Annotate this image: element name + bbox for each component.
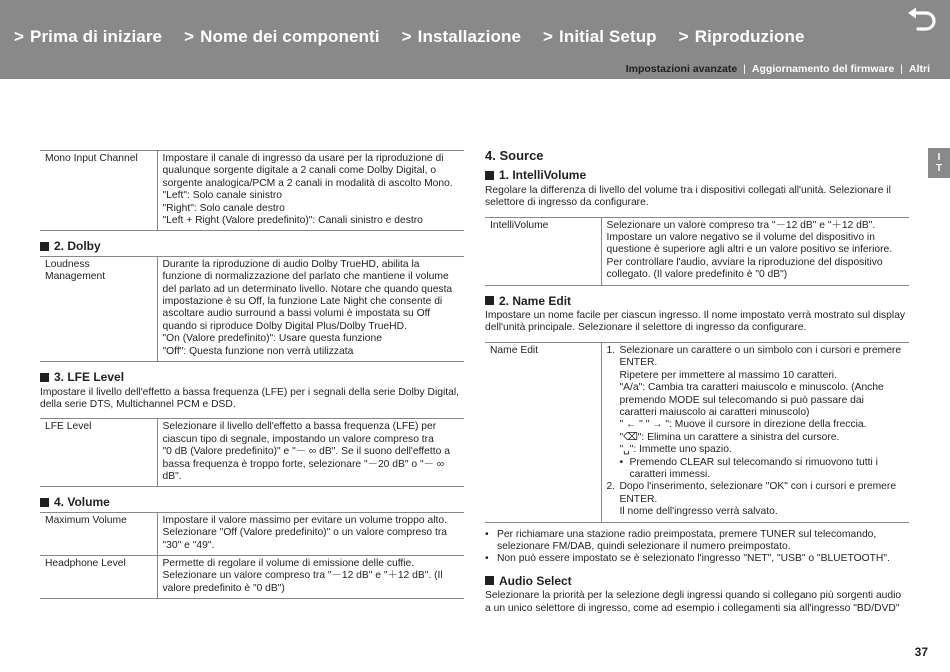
steps-list — [607, 345, 905, 519]
section-heading-source: 4. Source — [485, 148, 544, 163]
subnav-separator: | — [743, 63, 746, 75]
section-heading-intellivolume: 1. IntelliVolume — [485, 169, 909, 181]
breadcrumb-nav — [14, 27, 827, 47]
nav-nome-dei-componenti[interactable]: > Nome dei componenti — [184, 27, 380, 46]
square-bullet-icon — [40, 242, 49, 251]
nav-riproduzione[interactable]: > Riproduzione — [678, 27, 805, 46]
mono-input-table — [40, 150, 464, 231]
nav-initial-setup[interactable]: > Initial Setup — [543, 27, 657, 46]
language-tab[interactable]: I T — [928, 148, 950, 178]
square-bullet-icon — [40, 498, 49, 507]
list-item: • Premendo CLEAR sul telecomando si rimuovono tutti i caratteri immessi. — [619, 456, 878, 480]
setting-name: Mono Input Channel — [40, 151, 157, 231]
list-item: 1. Selezionare un carattere o un simbolo con i cursori e premere ENTER. Ripetere per immettere al massimo 10 caratteri. "A/a": Cambia tra caratteri maiuscolo e minuscolo. (Anche premendo MODE sul telecomando si può passare dai caratteri maiuscolo ai caratteri minuscolo) " ← " " → ": Muove il cursore in direzione della freccia. "⌫": Elimina un carattere a sinistra del cursore. "␣": Immette uno spazio. • Premendo CLEAR sul telecomando si rimuovono tutti i caratteri immessi. — [606, 344, 902, 480]
section-heading-name-edit: 2. Name Edit — [485, 295, 909, 307]
table-row — [40, 555, 464, 598]
left-column — [40, 150, 464, 599]
top-nav-bar — [0, 0, 950, 79]
right-column — [485, 150, 909, 622]
setting-description: Impostare il valore massimo per evitare un volume troppo alto. Selezionare "Off (Valore predefinito)" o un valore compreso tra "30" e "49". — [162, 514, 448, 551]
subnav-aggiornamento-firmware[interactable]: Aggiornamento del firmware — [751, 63, 895, 75]
setting-description — [601, 342, 909, 522]
nav-prima-di-iniziare[interactable]: > Prima di iniziare — [14, 27, 163, 46]
list-item: • Per richiamare una stazione radio preimpostata, premere TUNER sul telecomando, selezionare FM/DAB, quindi selezionare il numero preimpostato. — [485, 528, 877, 552]
intellivolume-table — [485, 217, 909, 286]
square-bullet-icon — [485, 296, 494, 305]
section-heading-lfe: 3. LFE Level — [40, 371, 464, 383]
setting-name: Maximum Volume — [40, 512, 157, 555]
table-row — [485, 342, 909, 522]
square-bullet-icon — [485, 171, 494, 180]
table-row — [485, 217, 909, 285]
page-number: 37 — [914, 645, 928, 659]
lfe-table — [40, 418, 464, 487]
setting-description: Durante la riproduzione di audio Dolby TrueHD, abilita la funzione di normalizzazione del parlato che mantiene il volume del parlato ad un determinato livello. Notare che quando questa impostazione è su Off, la funzione Late Night che consente di ascoltare audio surround a bassi volumi è impostata su Off quando si riproduce Dolby Digital Plus/Dolby TrueHD. "On (Valore predefinito)": Usare questa funzione "Off": Questa funzione non verrà utilizzata — [162, 258, 453, 357]
section-heading-volume: 4. Volume — [40, 496, 464, 508]
name-edit-table — [485, 342, 909, 523]
sub-nav — [626, 63, 930, 75]
setting-description: Impostare il canale di ingresso da usare per la riproduzione di qualunque sorgente digitale a 2 canali come Dolby Digital, o sorgente analogica/PCM a 2 canali in modalità di ascolto Mono. "Left": Solo canale sinistro "Right": Solo canale destro "Left + Right (Valore predefinito)": Canali sinistro e destro — [162, 153, 453, 227]
setting-name: Name Edit — [485, 342, 601, 522]
list-item: • Non può essere impostato se è selezionato l'ingresso "NET", "USB" o "BLUETOOTH". — [485, 553, 890, 565]
name-edit-intro: Impostare un nome facile per ciascun ingresso. Il nome impostato verrà mostrato sul display dell'unità principale. Selezionare il selettore di ingresso da configurare. — [485, 310, 906, 334]
square-bullet-icon — [40, 373, 49, 382]
list-item: 2. Dopo l'inserimento, selezionare "OK" con i cursori e premere ENTER. Il nome dell'ingresso verrà salvato. — [606, 481, 897, 518]
subnav-altri[interactable]: Altri — [909, 63, 930, 75]
dolby-table — [40, 256, 464, 362]
table-row — [40, 419, 464, 487]
setting-name: LFE Level — [40, 419, 157, 487]
notes-list — [485, 529, 909, 566]
lfe-intro: Impostare il livello dell'effetto a bassa frequenza (LFE) per i segnali della serie Dolby Digital, della serie DTS, Multichannel PCM e DSD. — [40, 386, 460, 410]
volume-table — [40, 512, 464, 599]
setting-name: IntelliVolume — [485, 217, 601, 285]
setting-description: Selezionare un valore compreso tra "－12 dB" e "＋12 dB". Impostare un valore negativo se il volume del dispositivo in questione è superiore agli altri e un valore positivo se inferiore. Per controllare l'audio, avviare la riproduzione del dispositivo collegato. (Il valore predefinito è "0 dB") — [606, 219, 893, 281]
table-row — [40, 256, 464, 361]
subnav-impostazioni-avanzate: Impostazioni avanzate — [625, 63, 738, 75]
intellivolume-intro: Regolare la differenza di livello del volume tra i dispositivi collegati all'unità. Selezionare il selettore di ingresso da configurare. — [485, 184, 891, 209]
table-row — [40, 151, 464, 231]
nav-installazione[interactable]: > Installazione — [401, 27, 521, 46]
setting-name: Loudness Management — [40, 256, 157, 361]
table-row — [40, 512, 464, 555]
section-heading-dolby: 2. Dolby — [40, 240, 464, 252]
setting-name: Headphone Level — [40, 555, 157, 598]
setting-description: Selezionare il livello dell'effetto a bassa frequenza (LFE) per ciascun tipo di segnale, impostando un valore compreso tra "0 dB (Valore predefinito)" e "－ ∞ dB". Se il suono dell'effetto a bassa frequenza è troppo forte, selezionare "－20 dB" o "－ ∞ dB". — [162, 421, 450, 482]
square-bullet-icon — [485, 576, 494, 585]
section-heading-audio-select: Audio Select — [485, 575, 909, 587]
setting-description: Permette di regolare il volume di emissione delle cuffie. Selezionare un valore compreso tra "－12 dB" e "＋12 dB". (Il valore predefinito è "0 dB") — [157, 555, 464, 598]
back-arrow-icon[interactable] — [906, 7, 938, 37]
audio-select-intro: Selezionare la priorità per la selezione degli ingressi quando si collegano più sorgenti audio a un unico selettore di ingresso, come ad esempio i collegamenti sia all'ingresso "BD/DVD" — [485, 590, 902, 614]
subnav-separator: | — [900, 63, 903, 75]
